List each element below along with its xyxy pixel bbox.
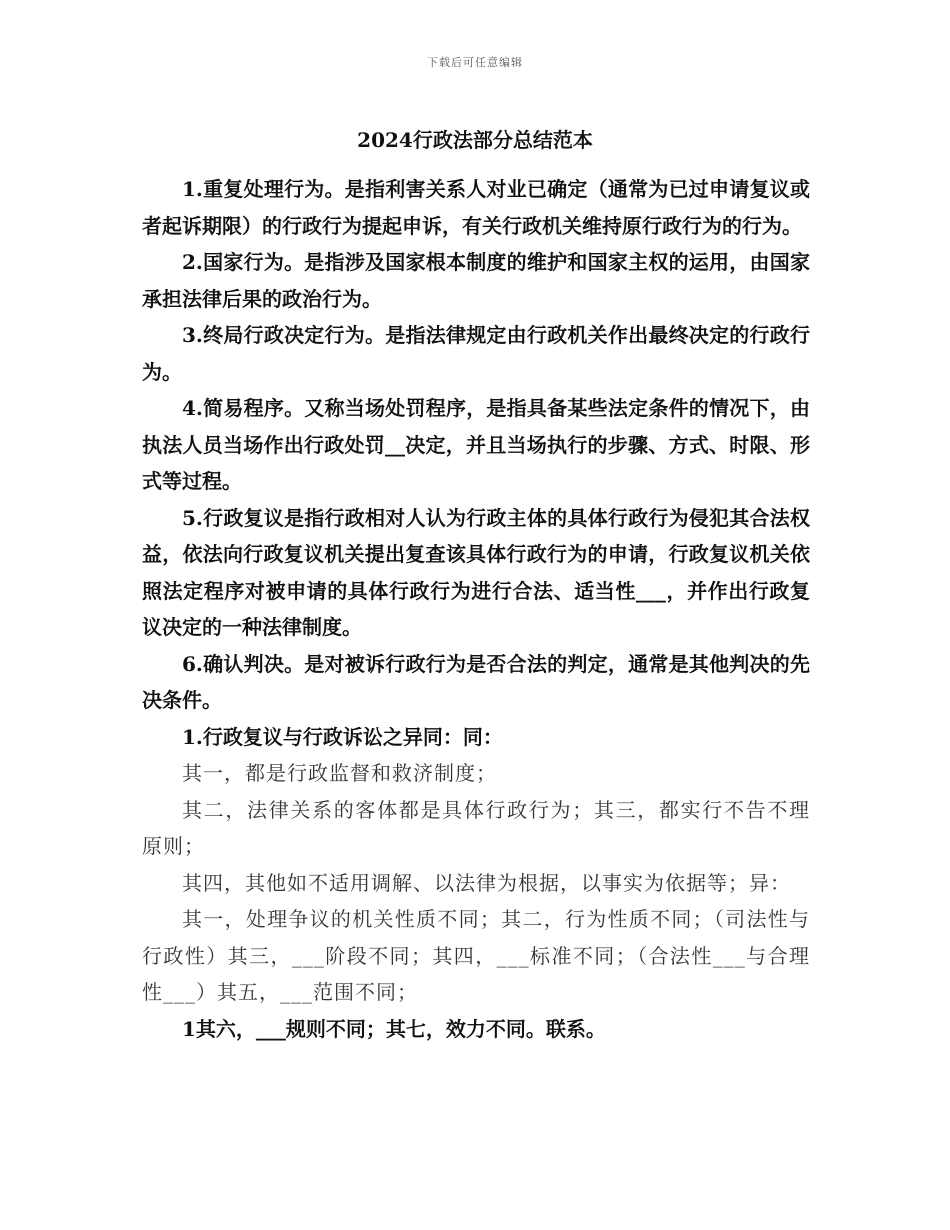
download-note: 下载后可任意编辑 bbox=[427, 56, 523, 69]
paragraph: 其四，其他如不适用调解、以法律为根据，以事实为依据等；异： bbox=[182, 870, 791, 895]
document-title: 2024行政法部分总结范本 bbox=[357, 128, 593, 152]
paragraph: 2.国家行为。是指涉及国家根本制度的维护和国家主权的运用，由国家承担法律后果的政治行为。 bbox=[142, 250, 810, 311]
paragraph: 其一，都是行政监督和救济制度； bbox=[182, 761, 497, 785]
paragraph: 4.简易程序。又称当场处罚程序，是指具备某些法定条件的情况下，由执法人员当场作出行政处罚__决定，并且当场执行的步骤、方式、时限、形式等过程。 bbox=[142, 396, 810, 493]
paragraph: 其一，处理争议的机关性质不同；其二，行为性质不同；（司法性与行政性）其三，___阶段不同；其四，___标准不同；（合法性___与合理性___）其五，___范围不同； bbox=[142, 907, 810, 1004]
document-body bbox=[142, 171, 810, 1047]
paragraph: 6.确认判决。是对被诉行政行为是否合法的判定，通常是其他判决的先决条件。 bbox=[142, 651, 810, 712]
paragraph: 5.行政复议是指行政相对人认为行政主体的具体行政行为侵犯其合法权益，依法向行政复议机关提出复查该具体行政行为的申请，行政复议机关依照法定程序对被申请的具体行政行为进行合法、适当性___，并作出行政复议决定的一种法律制度。 bbox=[142, 505, 810, 639]
paragraph: 3.终局行政决定行为。是指法律规定由行政机关作出最终决定的行政行为。 bbox=[142, 323, 810, 384]
paragraph: 1其六，___规则不同；其七，效力不同。联系。 bbox=[182, 1016, 606, 1041]
paragraph: 其二，法律关系的客体都是具体行政行为；其三，都实行不告不理原则； bbox=[142, 797, 810, 858]
paragraph: 1.重复处理行为。是指利害关系人对业已确定（通常为已过申请复议或者起诉期限）的行政行为提起申诉，有关行政机关维持原行政行为的行为。 bbox=[142, 177, 810, 238]
paragraph: 1.行政复议与行政诉讼之异同：同： bbox=[182, 724, 503, 749]
